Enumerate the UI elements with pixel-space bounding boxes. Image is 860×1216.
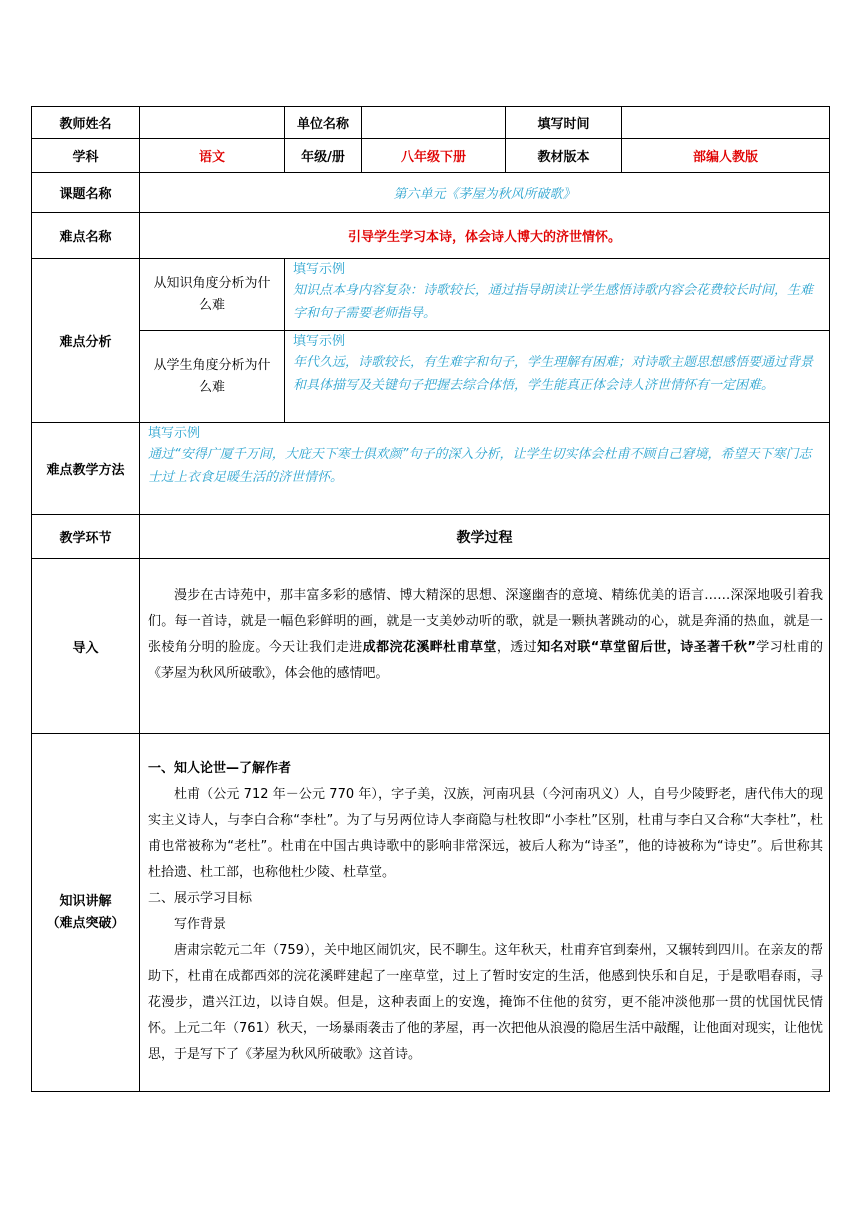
intro-bold-place: 成都浣花溪畔杜甫草堂	[362, 640, 497, 655]
knowledge-hint: 填写示例	[293, 262, 346, 277]
row-method	[32, 423, 830, 515]
knowledge-analysis-text: 知识点本身内容复杂：诗歌较长，通过指导朗读让学生感悟诗歌内容会花费较长时间，生难字和句子需要老师指导。	[293, 283, 814, 321]
process-stage-label: 教学环节	[32, 515, 140, 559]
analysis-label: 难点分析	[32, 259, 140, 423]
topic-value: 第六单元《茅屋为秋风所破歌》	[140, 173, 830, 213]
knowledge-label: 知识讲解	[59, 893, 112, 909]
teacher-name-label: 教师姓名	[32, 107, 140, 139]
knowledge-heading-goals: 二、展示学习目标	[148, 891, 253, 906]
subject-label: 学科	[32, 139, 140, 173]
row-difficulty	[32, 213, 830, 259]
knowledge-sublabel: （难点突破）	[46, 915, 125, 931]
student-angle-label: 从学生角度分析为什么难	[140, 331, 285, 423]
row-analysis-student	[32, 331, 830, 423]
fill-time-label: 填写时间	[506, 107, 622, 139]
intro-cell	[140, 559, 830, 734]
method-hint: 填写示例	[148, 426, 201, 441]
edition-label: 教材版本	[506, 139, 622, 173]
teacher-name-value[interactable]	[140, 107, 285, 139]
grade-value: 八年级下册	[362, 139, 506, 173]
topic-label: 课题名称	[32, 173, 140, 213]
row-intro	[32, 559, 830, 734]
unit-name-value[interactable]	[362, 107, 506, 139]
intro-bold-couplet: 知名对联“草堂留后世，诗圣著千秋”	[537, 640, 756, 655]
difficulty-value: 引导学生学习本诗，体会诗人博大的济世情怀。	[140, 213, 830, 259]
row-analysis-knowledge	[32, 259, 830, 331]
intro-text-2: ，透过	[496, 640, 538, 655]
method-text: 通过“安得广厦千万间，大庇天下寒士俱欢颜”句子的深入分析，让学生切实体会杜甫不顾自己窘境，希望天下寒门志士过上衣食足暖生活的济世情怀。	[148, 447, 812, 485]
edition-value: 部编人教版	[622, 139, 830, 173]
grade-label: 年级/册	[285, 139, 362, 173]
knowledge-angle-label: 从知识角度分析为什么难	[140, 259, 285, 331]
knowledge-cell	[140, 734, 830, 1092]
intro-paragraph	[148, 583, 823, 687]
knowledge-background-paragraph: 唐肃宗乾元二年（759），关中地区闹饥灾，民不聊生。这年秋天，杜甫弃官到秦州，又辗转到四川。在亲友的帮助下，杜甫在成都西郊的浣花溪畔建起了一座草堂，过上了暂时安定的生活，他感到快乐和自足，于是歌唱春雨，寻花漫步，遣兴江边，以诗自娱。但是，这种表面上的安逸，掩饰不住他的贫穷，更不能冲淡他那一贯的忧国忧民情怀。上元二年（761）秋天，一场暴雨袭击了他的茅屋，再一次把他从浪漫的隐居生活中敲醒，让他面对现实，让他忧思，于是写下了《茅屋为秋风所破歌》这首诗。	[148, 943, 823, 1062]
difficulty-label: 难点名称	[32, 213, 140, 259]
fill-time-value[interactable]	[622, 107, 830, 139]
student-analysis-text: 年代久远，诗歌较长，有生难字和句子，学生理解有困难；对诗歌主题思想感悟要通过背景和具体描写及关键句子把握去综合体悟，学生能真正体会诗人济世情怀有一定困难。	[293, 355, 814, 393]
row-subject-info	[32, 139, 830, 173]
knowledge-subheading-background: 写作背景	[174, 917, 227, 932]
intro-text-3: 学习杜甫的《茅屋为秋风所破歌》，体会他的感情吧。	[148, 640, 823, 681]
row-topic	[32, 173, 830, 213]
row-teacher-info	[32, 107, 830, 139]
student-hint: 填写示例	[293, 334, 346, 349]
lesson-plan-table	[31, 106, 830, 1092]
intro-label: 导入	[32, 559, 140, 734]
method-cell	[140, 423, 830, 515]
subject-value: 语文	[140, 139, 285, 173]
unit-name-label: 单位名称	[285, 107, 362, 139]
knowledge-label-cell	[32, 734, 140, 1092]
process-title: 教学过程	[140, 515, 830, 559]
student-angle-cell	[285, 331, 830, 423]
row-knowledge	[32, 734, 830, 1092]
intro-text-1: 漫步在古诗苑中，那丰富多彩的感情、博大精深的思想、深邃幽杳的意境、精练优美的语言……深深地吸引着我们。每一首诗，就是一幅色彩鲜明的画，就是一支美妙动听的歌，就是一颗执著跳动的心，就是奔涌的热血，就是一张棱角分明的脸庞。今天让我们走进	[148, 588, 823, 655]
method-label: 难点教学方法	[32, 423, 140, 515]
knowledge-angle-cell	[285, 259, 830, 331]
knowledge-heading-author: 一、知人论世—了解作者	[148, 761, 292, 776]
row-process-header	[32, 515, 830, 559]
knowledge-author-paragraph: 杜甫（公元 712 年－公元 770 年），字子美，汉族，河南巩县（今河南巩义）人，自号少陵野老，唐代伟大的现实主义诗人，与李白合称“李杜”。为了与另两位诗人李商隐与杜牧即“小李杜”区别，杜甫与李白又合称“大李杜”，杜甫也常被称为“老杜”。杜甫在中国古典诗歌中的影响非常深远，被后人称为“诗圣”，他的诗被称为“诗史”。后世称其杜拾遗、杜工部，也称他杜少陵、杜草堂。	[148, 787, 823, 880]
